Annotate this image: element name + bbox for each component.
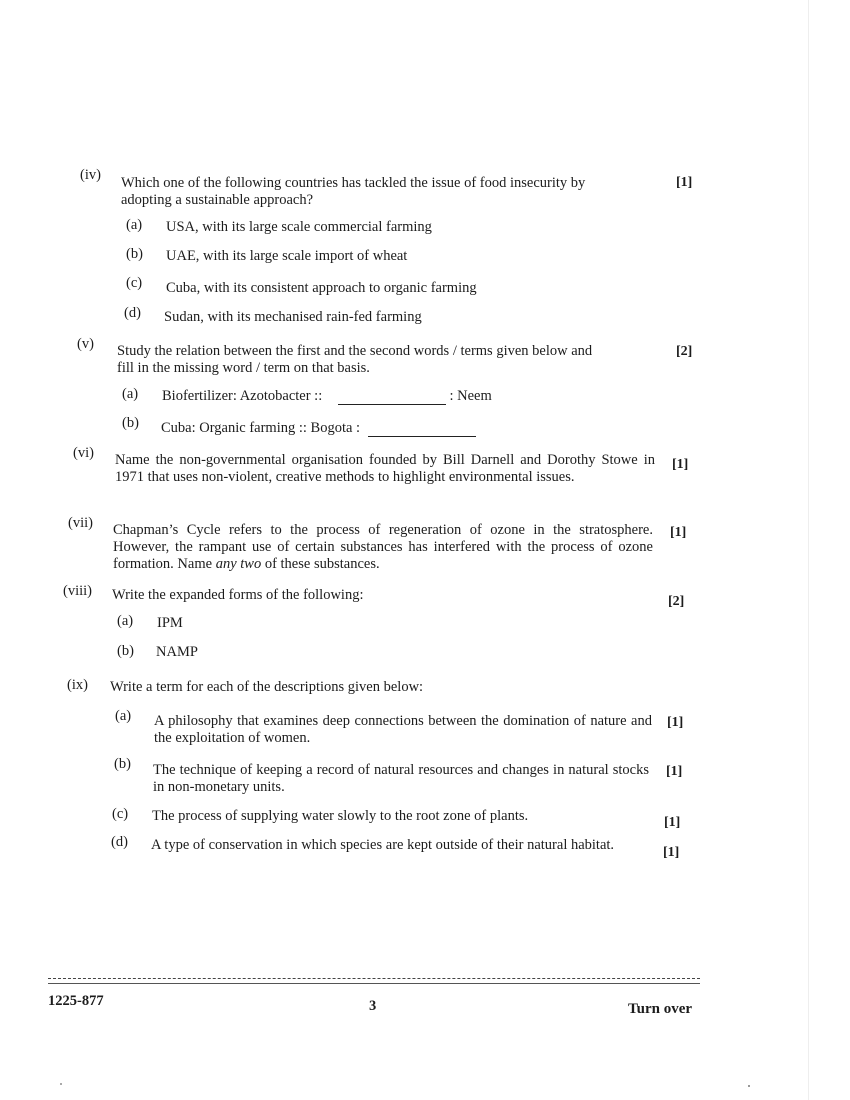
question-ix-option-a-text: A philosophy that examines deep connections between the domination of nature and the exploitation of women.	[154, 713, 652, 746]
page-number: 3	[369, 998, 377, 1014]
question-iv-option-d-text: Sudan, with its mechanised rain-fed farming	[164, 309, 422, 325]
footer-divider-dashed	[48, 978, 700, 979]
question-viii-option-a-text: IPM	[157, 615, 183, 631]
question-iv-line2: adopting a sustainable approach?	[121, 192, 314, 208]
question-vi-text: Name the non-governmental organisation founded by Bill Darnell and Dorothy Stowe in 1971 that uses non-violent, creative methods to highlight environmental issues.	[115, 452, 655, 485]
question-v-option-a-blank	[338, 390, 446, 405]
question-ix-option-d-marks: [1]	[663, 845, 680, 860]
question-iv-option-a-label: (a)	[126, 217, 143, 233]
question-ix-option-d-text: A type of conservation in which species are kept outside of their natural habitat.	[151, 837, 615, 853]
question-ix-option-c-marks: [1]	[664, 815, 681, 830]
question-viii-text: Write the expanded forms of the following:	[112, 587, 364, 603]
question-v-marks: [2]	[676, 344, 693, 359]
question-vii-emphasis: any two	[215, 556, 262, 572]
question-vii-text-after: of these substances.	[261, 556, 380, 572]
scan-edge-right	[808, 0, 809, 1100]
question-iv-line1: Which one of the following countries has tackled the issue of food insecurity by	[121, 175, 586, 191]
question-iv-marks: [1]	[676, 175, 693, 190]
question-vii-marks: [1]	[670, 525, 687, 540]
question-v-option-a-text: Biofertilizer: Azotobacter ::	[162, 388, 323, 404]
question-iv-option-d-label: (d)	[124, 305, 141, 321]
footer-divider-solid	[48, 983, 700, 984]
question-iv-option-a-text: USA, with its large scale commercial farming	[166, 219, 432, 235]
question-iv-option-b-text: UAE, with its large scale import of wheat	[166, 248, 408, 264]
question-ix-option-b-text: The technique of keeping a record of natural resources and changes in natural stocks in non-monetary units.	[153, 762, 649, 795]
question-v-line1: Study the relation between the first and the second words / terms given below and	[117, 343, 593, 359]
question-vii-text-before: Chapman’s Cycle refers to the process of regeneration of ozone in the stratosphere. However, the rampant use of certain substances has interfered with the process of ozone formation. Name	[113, 522, 653, 572]
question-viii-number: (viii)	[63, 583, 92, 599]
question-vi-marks: [1]	[672, 457, 689, 472]
question-v-option-b-row	[161, 420, 476, 437]
question-viii-option-a-label: (a)	[117, 613, 134, 629]
question-viii-option-b-label: (b)	[117, 643, 134, 659]
question-iv-option-b-label: (b)	[126, 246, 143, 262]
question-ix-text: Write a term for each of the descriptions given below:	[110, 679, 424, 695]
question-v-option-b-blank	[368, 422, 476, 437]
question-viii-marks: [2]	[668, 594, 685, 609]
question-v-option-a-row	[162, 388, 492, 405]
question-ix-option-a-label: (a)	[115, 708, 132, 724]
question-v-text	[117, 343, 662, 377]
question-vi-number: (vi)	[73, 445, 94, 461]
question-vii-text	[113, 522, 653, 573]
question-v-line2: fill in the missing word / term on that basis.	[117, 360, 370, 376]
question-iv-number: (iv)	[80, 167, 101, 183]
question-ix-option-a-marks: [1]	[667, 715, 684, 730]
question-ix-option-b-marks: [1]	[666, 764, 683, 779]
scan-dot	[60, 1083, 62, 1085]
question-iv-option-c-label: (c)	[126, 275, 143, 291]
question-ix-option-c-label: (c)	[112, 806, 129, 822]
question-v-option-a-after: : Neem	[449, 388, 492, 404]
question-v-option-b-label: (b)	[122, 415, 139, 431]
question-vii-number: (vii)	[68, 515, 93, 531]
paper-code: 1225-877	[48, 993, 104, 1009]
turn-over-label: Turn over	[628, 1001, 693, 1017]
question-iv-text	[121, 175, 666, 209]
question-ix-option-b-label: (b)	[114, 756, 131, 772]
question-ix-option-d-label: (d)	[111, 834, 128, 850]
question-viii-option-b-text: NAMP	[156, 644, 198, 660]
question-v-option-b-text: Cuba: Organic farming :: Bogota :	[161, 420, 361, 436]
question-ix-option-c-text: The process of supplying water slowly to the root zone of plants.	[152, 808, 529, 824]
question-v-number: (v)	[77, 336, 94, 352]
question-v-option-a-label: (a)	[122, 386, 139, 402]
scan-dot	[748, 1085, 750, 1087]
question-iv-option-c-text: Cuba, with its consistent approach to organic farming	[166, 280, 477, 296]
question-ix-number: (ix)	[67, 677, 88, 693]
